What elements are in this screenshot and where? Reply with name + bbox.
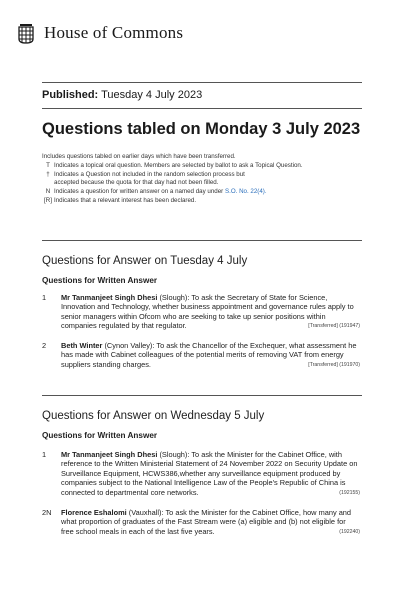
house-name: House of Commons: [44, 23, 184, 42]
question-number: 1: [42, 293, 47, 302]
section-subheading: Questions for Written Answer: [42, 431, 158, 440]
question-asker: Mr Tanmanjeet Singh Dhesi: [61, 293, 158, 302]
legend-text: Indicates a Question not included in the random selection process but: [54, 170, 245, 178]
question-number: 2: [42, 341, 47, 350]
page-title: Questions tabled on Monday 3 July 2023: [42, 120, 361, 138]
question-asker: Beth Winter: [61, 341, 103, 350]
legend-item-interest: [42, 197, 372, 206]
question-reference: (192240): [339, 528, 360, 535]
legend-symbol: †: [46, 170, 50, 178]
question-reference: (192155): [339, 489, 360, 496]
intro-lead: Includes questions tabled on earlier days which have been transferred.: [42, 153, 236, 160]
page-header: [16, 22, 183, 44]
question-item: [42, 341, 360, 370]
question-text: To ask the Chancellor of the Exchequer, what assessment he has made with Cabinet colleagues of the potential merits of removing VAT from energy suppliers standing charges.: [61, 341, 357, 369]
portcullis-logo-icon: [16, 22, 36, 44]
legend-item-dagger: [42, 171, 372, 180]
intro-legend: [42, 153, 372, 206]
question-constituency: (Cynon Valley):: [104, 341, 155, 350]
divider-section: [42, 395, 362, 396]
legend-continuation: accepted because the quota for that day had not been filled.: [54, 179, 219, 187]
question-number: 1: [42, 450, 47, 459]
legend-symbol: [R]: [44, 196, 52, 204]
legend-text: Indicates that a relevant interest has been declared.: [54, 196, 197, 204]
legend-item-named-day: [42, 188, 372, 197]
legend-item-topical: [42, 162, 372, 171]
question-item: [42, 293, 360, 332]
published-date: Tuesday 4 July 2023: [101, 89, 203, 101]
legend-symbol: T: [46, 161, 50, 169]
question-constituency: (Slough):: [159, 293, 190, 302]
question-item: [42, 450, 360, 498]
published-line: [42, 89, 202, 101]
question-reference: [Transferred] (191947): [308, 323, 360, 330]
legend-text: Indicates a topical oral question. Members are selected by ballot to ask a Topical Question.: [54, 161, 303, 169]
question-text: To ask the Minister for the Cabinet Office, with reference to the Written Ministerial Statement of 24 November 2022 on Security Update on Surveillance Equipment, HCWS386,whether any surveillance equipment produced by companies subject to the National Intelligence Law of the People's Republic of China is connected to departmental core networks.: [61, 450, 358, 497]
legend-text: Indicates a question for written answer on a named day under: [54, 188, 224, 196]
question-asker: Mr Tanmanjeet Singh Dhesi: [61, 450, 158, 459]
question-constituency: (Slough):: [159, 450, 190, 459]
question-constituency: (Vauxhall):: [128, 508, 164, 517]
section-subheading: Questions for Written Answer: [42, 276, 158, 285]
question-asker: Florence Eshalomi: [61, 508, 127, 517]
section-heading-wednesday: Questions for Answer on Wednesday 5 July: [42, 410, 265, 422]
standing-order-link[interactable]: S.O. No. 22(4).: [224, 188, 267, 196]
divider-intro: [42, 240, 362, 241]
question-number: 2N: [42, 508, 52, 517]
divider-published: [42, 108, 362, 109]
published-label: Published:: [42, 89, 99, 101]
divider-top: [42, 82, 362, 83]
section-heading-tuesday: Questions for Answer on Tuesday 4 July: [42, 255, 248, 267]
question-text: To ask the Secretary of State for Science, Innovation and Technology, whether business appointment and governance rules apply to senior managers within Ofcom who are seeking to take up senior positions within companies regulated by that regulator.: [61, 293, 354, 331]
legend-symbol: N: [45, 188, 51, 196]
question-reference: [Transferred] (191970): [308, 361, 360, 368]
question-text: To ask the Minister for the Cabinet Office, how many and what proportion of graduates of the Fast Stream were (a) eligible and (b) not eligible for free school meals in each of the last five years.: [61, 508, 352, 536]
question-item: [42, 508, 360, 537]
